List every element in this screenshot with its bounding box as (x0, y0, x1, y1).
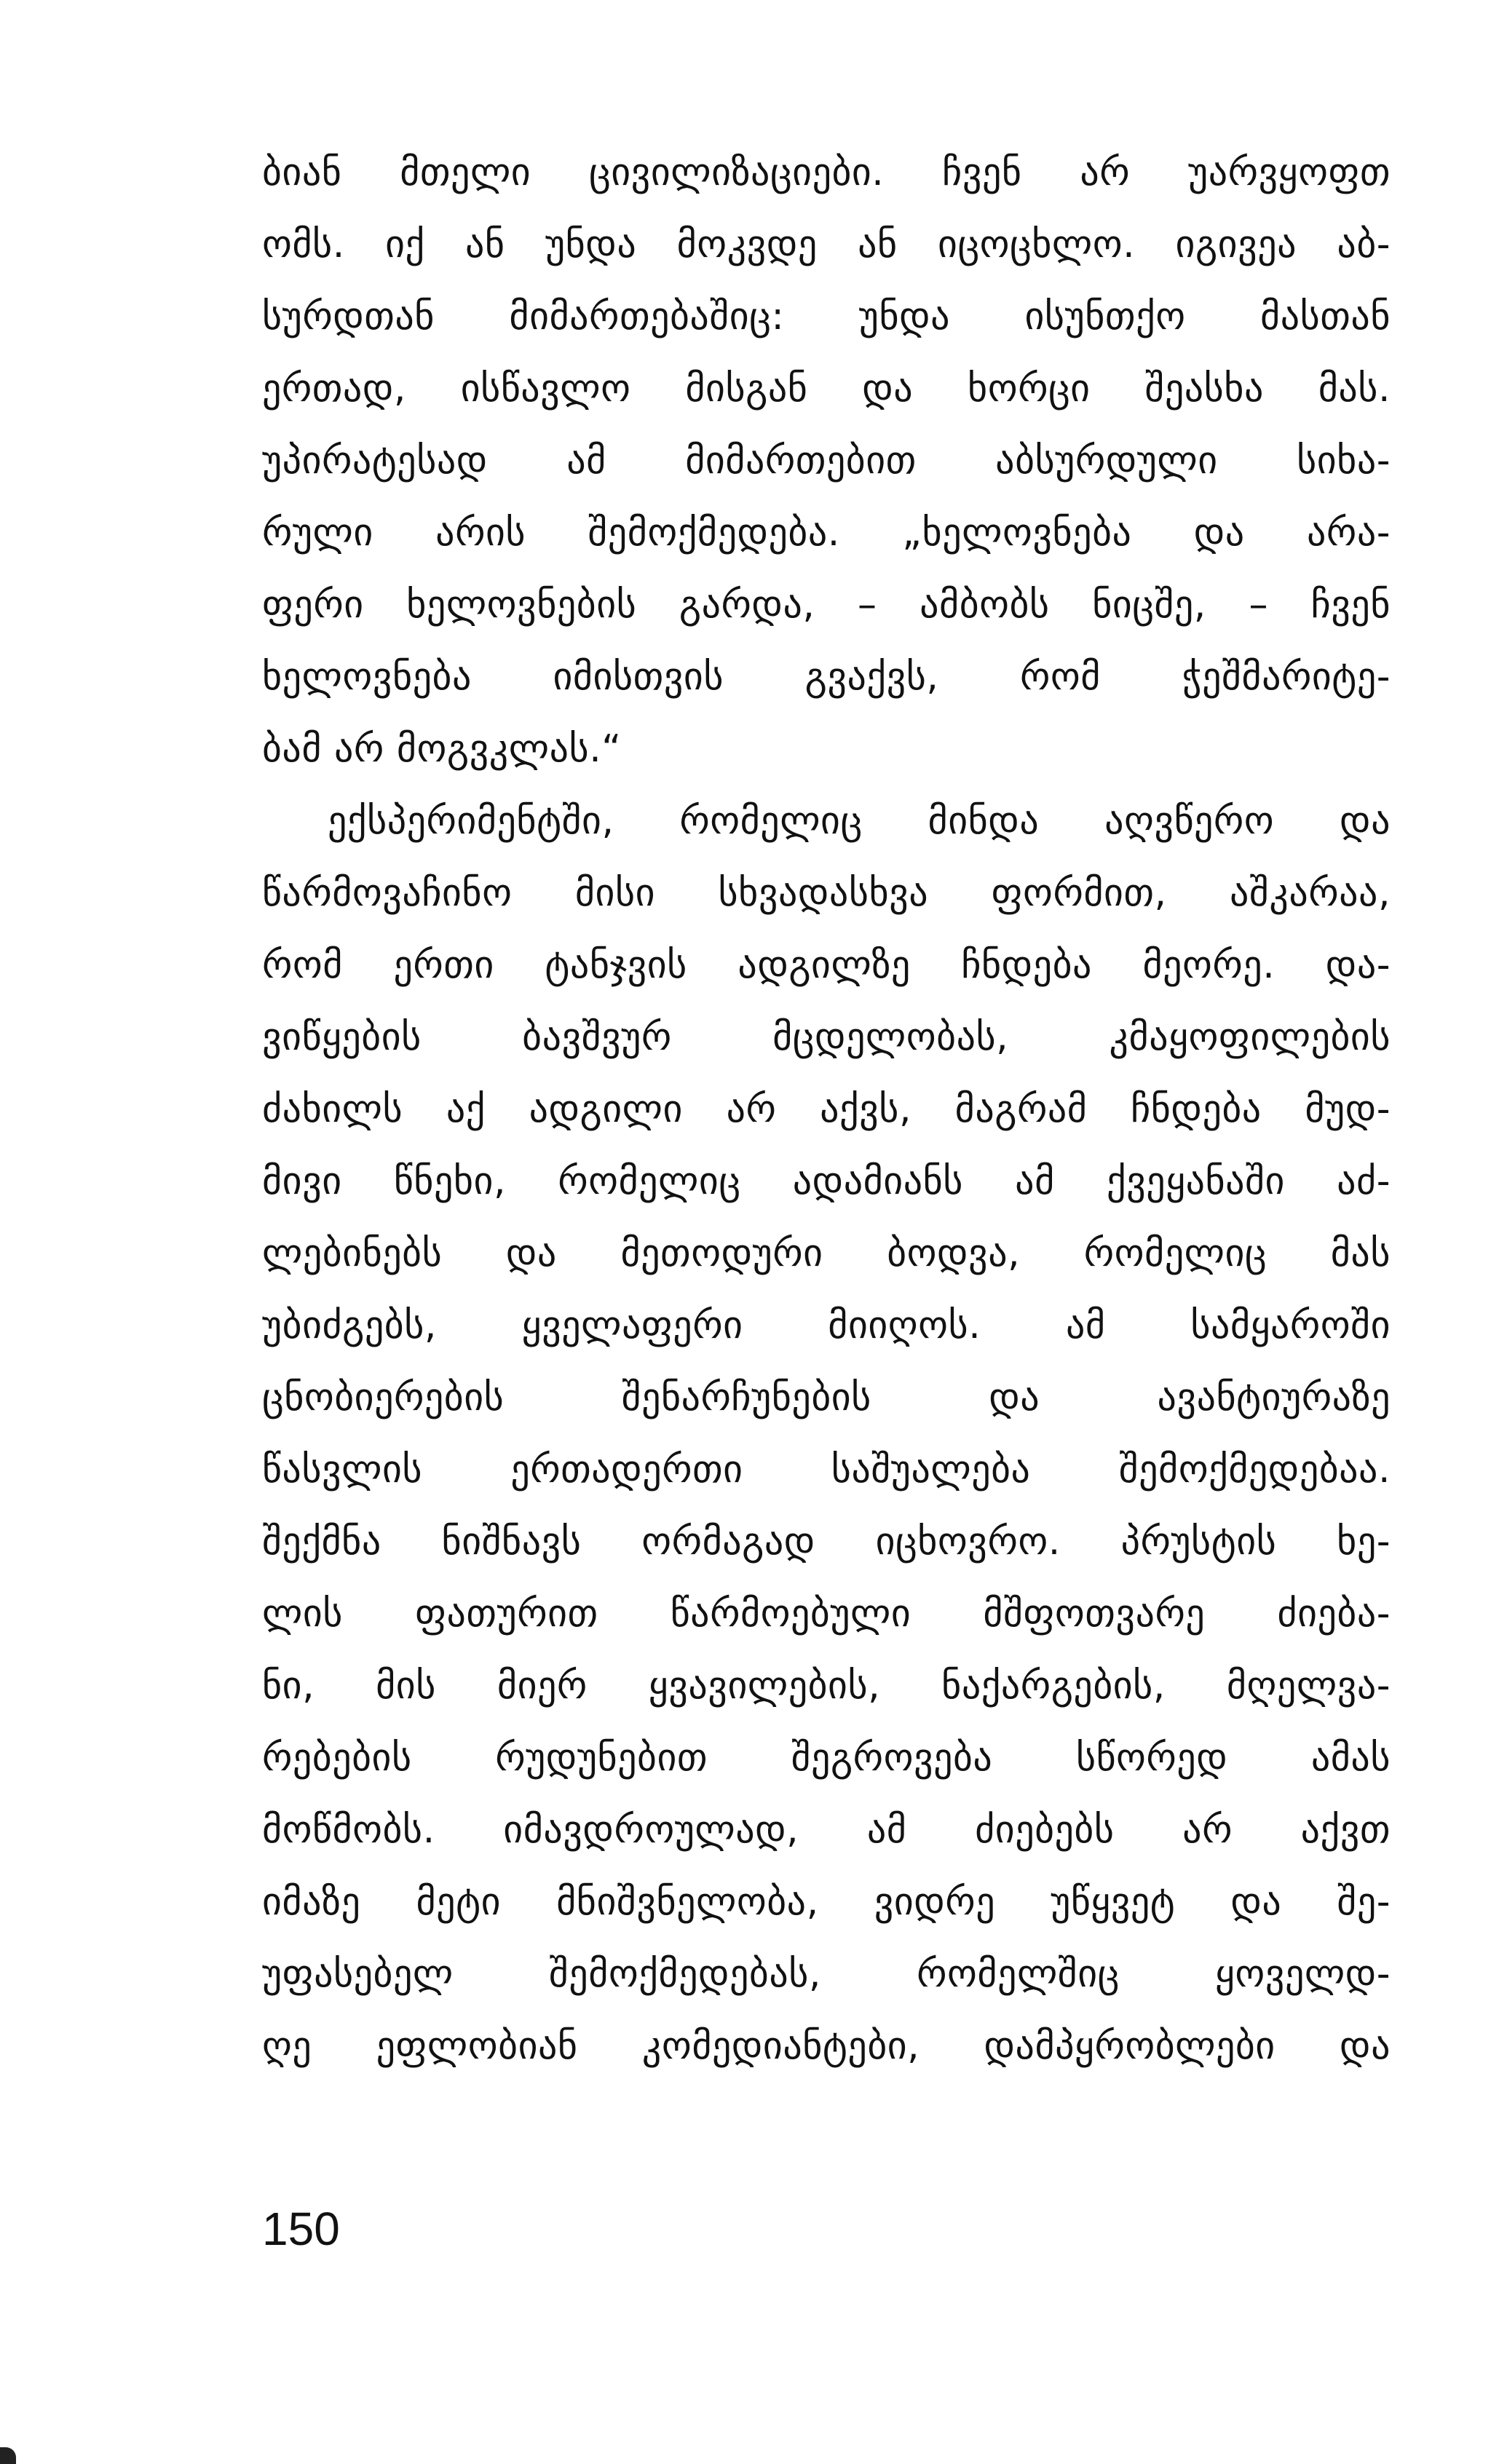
text-line: ღე ეფლობიან კომედიანტები, დამპყრობლები და (262, 2024, 1391, 2068)
text-line: ბიან მთელი ცივილიზაციები. ჩვენ არ უარვყოფთ (262, 151, 1391, 194)
text-line: იმაზე მეტი მნიშვნელობა, ვიდრე უწყვეტ და შე- (262, 1880, 1391, 1924)
text-line: ლის ფათურით წარმოებული მშფოთვარე ძიება- (262, 1592, 1391, 1636)
text-line: რომ ერთი ტანჯვის ადგილზე ჩნდება მეორე. და- (262, 943, 1391, 987)
text-line: მოწმობს. იმავდროულად, ამ ძიებებს არ აქვთ (262, 1808, 1391, 1852)
text-line: უპირატესად ამ მიმართებით აბსურდული სიხა- (262, 439, 1391, 483)
text-line: ვიწყების ბავშვურ მცდელობას, კმაყოფილების (262, 1015, 1391, 1059)
text-line: ბამ არ მოგვკლას.“ (262, 727, 622, 771)
text-line: ძახილს აქ ადგილი არ აქვს, მაგრამ ჩნდება მუდ- (262, 1088, 1391, 1131)
text-line: წასვლის ერთადერთი საშუალება შემოქმედებაა. (262, 1448, 1391, 1492)
text-line: რებების რუდუნებით შეგროვება სწორედ ამას (262, 1736, 1391, 1780)
text-line: ნი, მის მიერ ყვავილების, ნაქარგების, მღელვა- (262, 1664, 1391, 1708)
text-line: უფასებელ შემოქმედებას, რომელშიც ყოველდ- (262, 1952, 1391, 1996)
text-line: ლებინებს და მეთოდური ბოდვა, რომელიც მას (262, 1232, 1391, 1275)
paragraph-first-line: ექსპერიმენტში, რომელიც მინდა აღვწერო და (328, 799, 1391, 843)
page-number: 150 (262, 2203, 340, 2255)
text-line: ხელოვნება იმისთვის გვაქვს, რომ ჭეშმარიტე- (262, 655, 1391, 699)
text-line: წარმოვაჩინო მისი სხვადასხვა ფორმით, აშკარაა, (262, 871, 1391, 915)
text-line: ცნობიერების შენარჩუნების და ავანტიურაზე (262, 1376, 1391, 1419)
text-line: რული არის შემოქმედება. „ხელოვნება და არა- (262, 511, 1391, 555)
text-line: უბიძგებს, ყველაფერი მიიღოს. ამ სამყაროში (262, 1304, 1391, 1347)
text-line: მივი წნეხი, რომელიც ადამიანს ამ ქვეყანაში აძ- (262, 1160, 1391, 1203)
text-line: ერთად, ისწავლო მისგან და ხორცი შეასხა მას. (262, 367, 1391, 411)
text-line: სურდთან მიმართებაშიც: უნდა ისუნთქო მასთან (262, 295, 1391, 338)
text-line: შექმნა ნიშნავს ორმაგად იცხოვრო. პრუსტის ხე- (262, 1520, 1391, 1564)
text-line: ომს. იქ ან უნდა მოკვდე ან იცოცხლო. იგივეა აბ- (262, 223, 1391, 266)
scan-edge-mark (0, 2447, 16, 2464)
text-line: ფერი ხელოვნების გარდა, – ამბობს ნიცშე, – ჩვენ (262, 583, 1391, 627)
